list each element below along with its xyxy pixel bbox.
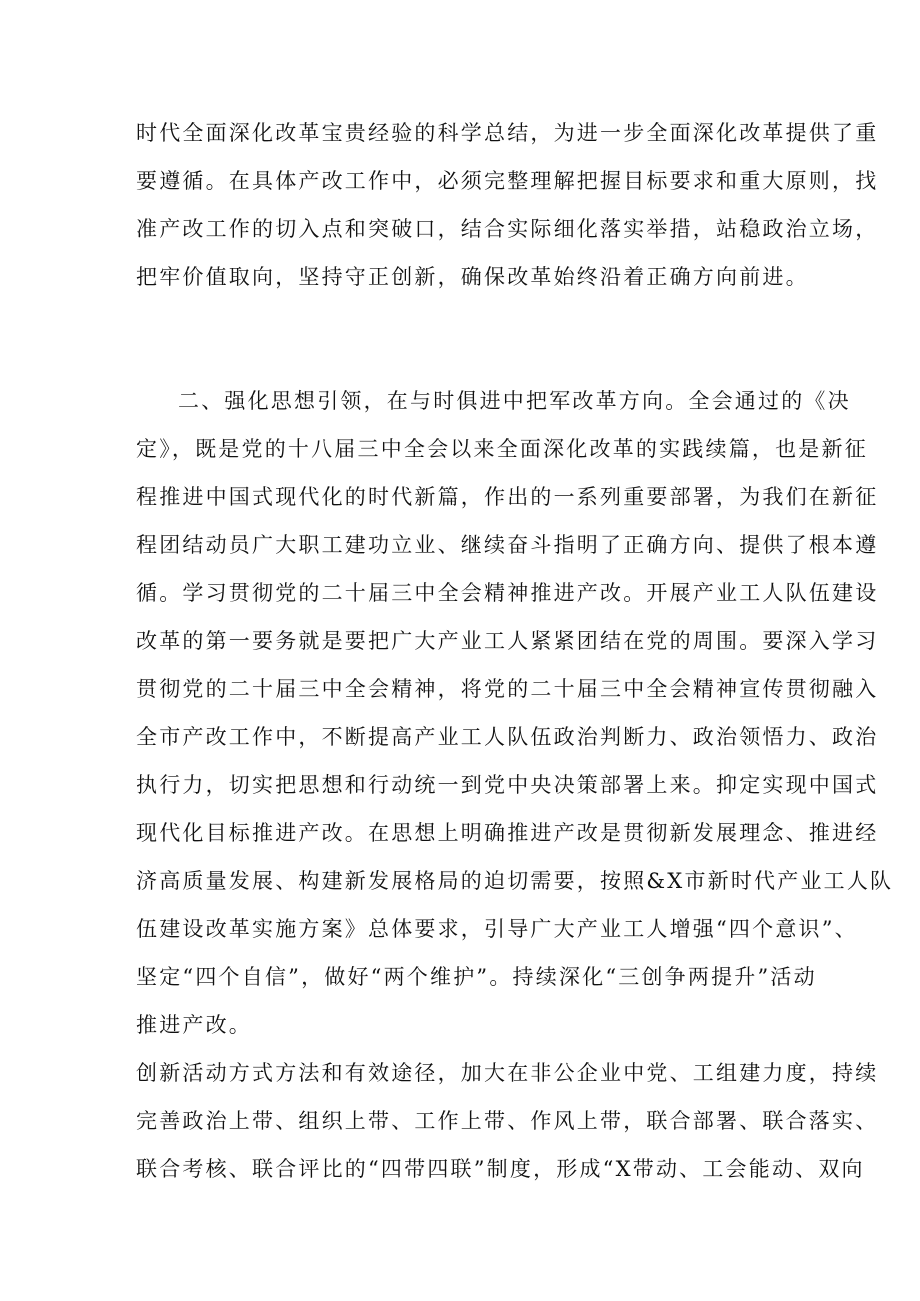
paragraph-2-line-1: 二、强化思想引领，在与时俱进中把军改革方向。全会通过的《决	[178, 389, 851, 413]
paragraph-3-line-2: 完善政治上带、组织上带、工作上带、作风上带，联合部署、联合落实、	[136, 1109, 879, 1133]
paragraph-2-line-9: 执行力，切实把思想和行动统一到党中央决策部署上来。抑定实现中国式	[136, 773, 879, 797]
paragraph-3-line-1: 创新活动方式方法和有效途径，加大在非公企业中党、工组建力度，持续	[136, 1061, 879, 1085]
paragraph-1-line-4: 把牢价值取向，坚持守正创新，确保改革始终沿着正确方向前进。	[136, 265, 809, 289]
paragraph-2-line-13: 坚定“四个自信”，做好“两个维护”。持续深化“三创争两提升”活动	[136, 965, 817, 989]
paragraph-2-line-2: 定》，既是党的十八届三中全会以来全面深化改革的实践续篇，也是新征	[136, 437, 868, 461]
paragraph-1-line-2: 要遵循。在具体产改工作中，必须完整理解把握目标要求和重大原则，找	[136, 169, 879, 193]
paragraph-2-line-8: 全市产改工作中，不断提高产业工人队伍政治判断力、政治领悟力、政治	[136, 725, 879, 749]
paragraph-2-line-12: 伍建设改革实施方案》总体要求，引导广大产业工人增强“四个意识”、	[136, 917, 858, 941]
paragraph-2-line-10: 现代化目标推进产改。在思想上明确推进产改是贯彻新发展理念、推进经	[136, 821, 879, 845]
paragraph-2-line-4: 程团结动员广大职工建功立业、继续奋斗指明了正确方向、提供了根本遵	[136, 533, 879, 557]
paragraph-2-line-3: 程推进中国式现代化的时代新篇，作出的一系列重要部署，为我们在新征	[136, 485, 879, 509]
paragraph-3-line-3: 联合考核、联合评比的“四带四联”制度，形成“X带动、工会能动、双向	[136, 1157, 865, 1181]
paragraph-2-line-6: 改革的第一要务就是要把广大产业工人紧紧团结在党的周围。要深入学习	[136, 629, 879, 653]
paragraph-2-line-14: 推进产改。	[136, 1013, 252, 1037]
paragraph-2-line-7: 贯彻党的二十届三中全会精神，将党的二十届三中全会精神宣传贯彻融入	[136, 677, 879, 701]
paragraph-2-line-11: 济高质量发展、构建新发展格局的迫切需要，按照&X市新时代产业工人队	[136, 869, 894, 893]
paragraph-2-line-5: 循。学习贯彻党的二十届三中全会精神推进产改。开展产业工人队伍建设	[136, 581, 879, 605]
paragraph-1-line-3: 准产改工作的切入点和突破口，结合实际细化落实举措，站稳政治立场，	[136, 217, 879, 241]
paragraph-1-line-1: 时代全面深化改革宝贵经验的科学总结，为进一步全面深化改革提供了重	[136, 121, 879, 145]
